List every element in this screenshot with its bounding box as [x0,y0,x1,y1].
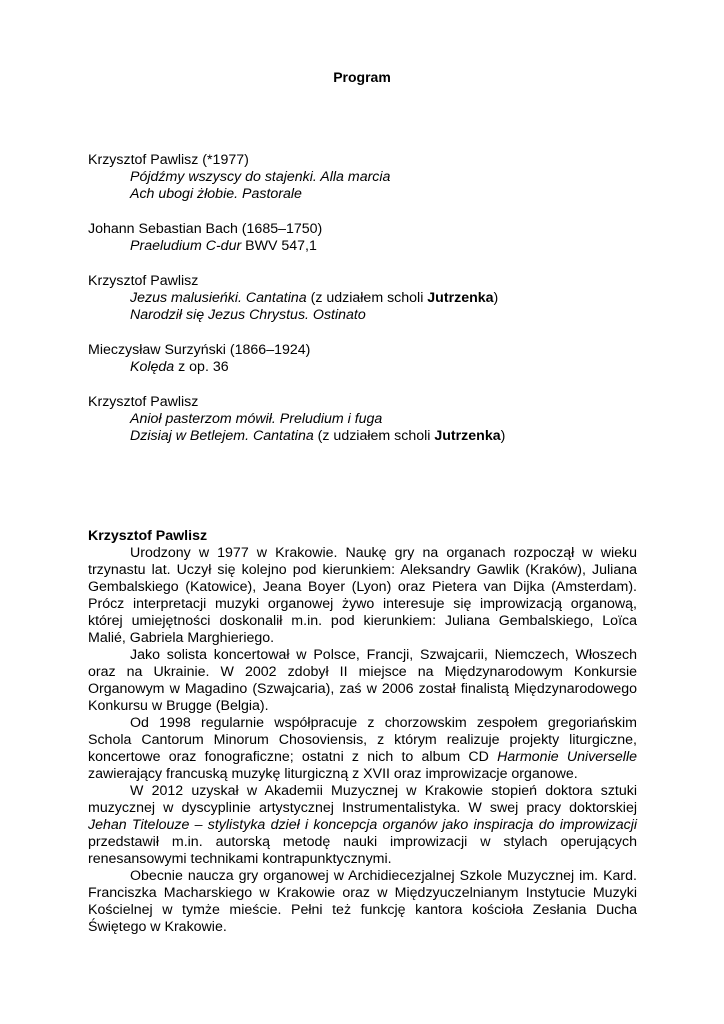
program-entry [88,342,648,376]
piece-title: Kolęda z op. 36 [130,359,229,375]
program-list [88,152,648,463]
piece-title: Praeludium C-dur BWV 547,1 [130,238,317,254]
composer-name: Krzysztof Pawlisz (*1977) [88,152,249,168]
program-entry [88,221,648,255]
piece-title: Dzisiaj w Betlejem. Cantatina (z udziałem scholi Jutrzenka) [130,428,506,444]
bio-paragraph: Od 1998 regularnie współpracuje z chorzowskim zespołem gregoriańskim Schola Cantorum Minorum Chosoviensis, z którym realizuje projekty liturgiczne, koncertowe oraz fonograficzne; ostatni z nich to album CD Harmonie Universelle zawierający francuską muzykę liturgiczną z XVII oraz improwizacje organowe. [88,715,638,782]
composer-name: Krzysztof Pawlisz [88,273,199,289]
piece-title: Narodził się Jezus Chrystus. Ostinato [130,307,366,323]
bio-paragraph: Obecnie naucza gry organowej w Archidiecezjalnej Szkole Muzycznej im. Kard. Franciszka Macharskiego w Krakowie oraz w Międzyuczelnianym Instytucie Muzyki Kościelnej w tymże mieście. Pełni też funkcję kantora kościoła Zesłania Ducha Świętego w Krakowie. [88,868,637,935]
piece-title: Anioł pasterzom mówił. Preludium i fuga [130,411,383,427]
bio-paragraph: Urodzony w 1977 w Krakowie. Naukę gry na organach rozpoczął w wieku trzynastu lat. Uczył się kolejno pod kierunkiem: Aleksandry Gawlik (Kraków), Juliana Gembalskiego (Katowice), Jeana Boyer (Lyon) oraz Pietera van Dijka (Amsterdam). Prócz interpretacji muzyki organowej żywo interesuje się improwizacją organową, której umiejętności doskonalił m.in. pod kierunkiem: Juliana Gembalskiego, Loïca Malié, Gabriela Marghieriego. [88,545,637,646]
composer-name: Johann Sebastian Bach (1685–1750) [88,221,323,237]
bio-paragraph: Jako solista koncertował w Polsce, Francji, Szwajcarii, Niemczech, Włoszech oraz na Ukrainie. W 2002 zdobył II miejsce na Międzynarodowym Konkursie Organowym w Magadino (Szwajcaria), zaś w 2006 został finalistą Międzynarodowego Konkursu w Brugge (Belgia). [88,647,637,714]
piece-title: Pójdźmy wszyscy do stajenki. Alla marcia [130,169,391,185]
piece-title: Ach ubogi żłobie. Pastorale [130,186,302,202]
program-entry [88,152,648,203]
bio-heading: Krzysztof Pawlisz [88,528,208,544]
program-entry [88,273,648,324]
bio-paragraph: W 2012 uzyskał w Akademii Muzycznej w Krakowie stopień doktora sztuki muzycznej w dyscyplinie artystycznej Instrumentalistyka. W swej pracy doktorskiej Jehan Titelouze – stylistyka dzieł i koncepcja organów jako inspiracja do improwizacji przedstawił m.in. autorską metodę nauki improwizacji w stylach operujących renesansowymi technikami kontrapunktycznymi. [88,783,637,867]
composer-name: Mieczysław Surzyński (1866–1924) [88,342,311,358]
composer-name: Krzysztof Pawlisz [88,394,199,410]
program-entry [88,394,648,445]
piece-title: Jezus malusieńki. Cantatina (z udziałem scholi Jutrzenka) [130,290,499,306]
biography [88,528,637,936]
page-title: Program [333,69,391,85]
